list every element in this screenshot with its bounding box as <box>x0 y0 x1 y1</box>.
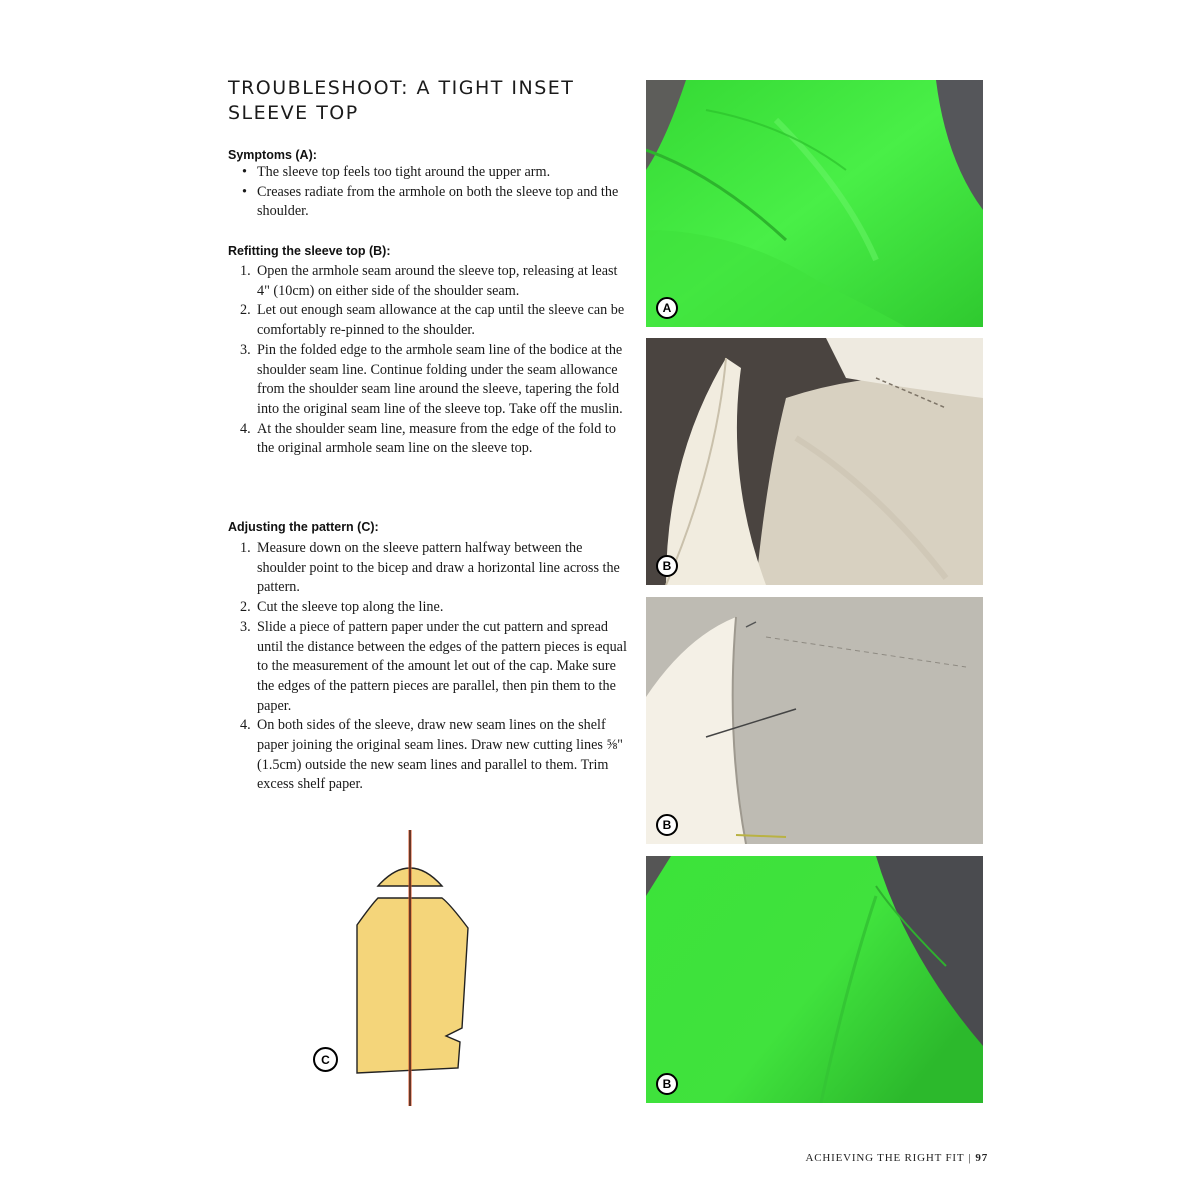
refitting-steps <box>240 262 628 459</box>
step-text: Pin the folded edge to the armhole seam line of the bodice at the shoulder seam line. Continue folding under the seam allowance from the shoulder seam line around the sleeve, tapering the fold into the original seam line of the sleeve top. Take off the muslin. <box>257 341 623 417</box>
step-text: On both sides of the sleeve, draw new seam lines on the shelf paper joining the original seam lines. Draw new cutting lines ⅝" (1.5cm) outside the new seam lines and parallel to them. Trim excess shelf paper. <box>257 717 623 793</box>
list-item <box>240 163 628 183</box>
step-text: Measure down on the sleeve pattern halfway between the shoulder point to the bicep and draw a horizontal line across the pattern. <box>257 540 620 596</box>
photo-label-badge: B <box>656 1073 678 1095</box>
photo-b-muslin-fold <box>646 338 983 585</box>
symptom-text: The sleeve top feels too tight around the upper arm. <box>257 164 551 180</box>
step-text: Open the armhole seam around the sleeve top, releasing at least 4" (10cm) on either side of the shoulder seam. <box>257 263 618 299</box>
footer-separator: | <box>968 1152 972 1164</box>
list-item <box>240 420 628 459</box>
page-number: 97 <box>975 1152 988 1164</box>
step-number: 3. <box>240 618 251 635</box>
list-item <box>240 341 628 420</box>
photo-a-image <box>646 80 983 327</box>
photo-b-green-refitted <box>646 856 983 1103</box>
bullet-marker: • <box>242 164 247 180</box>
step-text: Cut the sleeve top along the line. <box>257 599 444 616</box>
list-item <box>240 301 628 340</box>
list-item <box>240 183 628 222</box>
step-number: 1. <box>240 263 251 279</box>
step-number: 2. <box>240 599 251 616</box>
list-item <box>240 262 628 301</box>
running-footer <box>780 1152 988 1164</box>
step-text: Let out enough seam allowance at the cap until the sleeve can be comfortably re-pinned to the shoulder. <box>257 302 625 339</box>
symptom-text: Creases radiate from the armhole on both the sleeve top and the shoulder. <box>257 183 619 220</box>
step-number: 4. <box>240 717 251 734</box>
photo-label-badge: B <box>656 555 678 577</box>
step-number: 1. <box>240 540 251 556</box>
photo-a-green-sleeve <box>646 80 983 327</box>
sleeve-pattern-diagram <box>300 820 490 1120</box>
list-item <box>240 598 628 618</box>
refitting-heading: Refitting the sleeve top (B): <box>228 244 391 258</box>
page-title: TROUBLESHOOT: A TIGHT INSET SLEEVE TOP <box>228 77 575 124</box>
photo-label-badge: B <box>656 814 678 836</box>
diagram-label-badge: C <box>313 1047 338 1072</box>
step-number: 3. <box>240 341 251 358</box>
adjusting-heading: Adjusting the pattern (C): <box>228 520 379 534</box>
photo-b1-image <box>646 338 983 585</box>
step-text: Slide a piece of pattern paper under the cut pattern and spread until the distance between the edges of the pattern pieces is equal to the measurement of the amount let out of the cap. Make sure the edges of the pattern pieces are parallel, then pin them to the paper. <box>257 618 627 714</box>
list-item <box>240 618 628 717</box>
list-item <box>240 716 628 795</box>
photo-b-muslin-pinned <box>646 597 983 844</box>
footer-section-title: ACHIEVING THE RIGHT FIT <box>805 1152 965 1164</box>
adjusting-steps <box>240 539 628 795</box>
photo-b2-image <box>646 597 983 844</box>
photo-label-badge: A <box>656 297 678 319</box>
pattern-drawing <box>300 820 490 1120</box>
list-item <box>240 539 628 598</box>
symptoms-list <box>240 163 628 222</box>
step-number: 4. <box>240 420 251 437</box>
sleeve-body-piece <box>357 898 468 1073</box>
symptoms-heading: Symptoms (A): <box>228 148 317 162</box>
bullet-marker: • <box>242 183 247 200</box>
step-number: 2. <box>240 302 251 319</box>
photo-b3-image <box>646 856 983 1103</box>
step-text: At the shoulder seam line, measure from the edge of the fold to the original armhole seam line on the sleeve top. <box>257 420 616 457</box>
